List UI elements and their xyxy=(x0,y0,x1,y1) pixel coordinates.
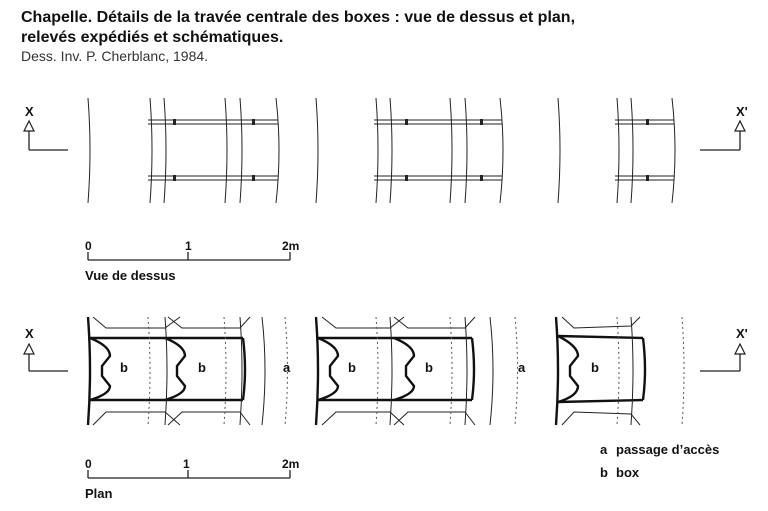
plan-cell-labels xyxy=(120,360,599,375)
plan-section-label-right: X' xyxy=(736,326,748,341)
legend-key-b: b xyxy=(600,465,608,480)
caption-title: Chapelle. Détails de la travée centrale des boxes : vue de dessus et plan, xyxy=(21,9,576,26)
plan-cell-label: b xyxy=(591,360,599,375)
plan-cell-label: b xyxy=(348,360,356,375)
plan-scale-2: 2m xyxy=(282,457,300,471)
legend-key-a: a xyxy=(600,442,608,457)
top-view-title: Vue de dessus xyxy=(85,268,176,283)
legend xyxy=(600,442,719,480)
plan-cell-label: b xyxy=(198,360,206,375)
top-scale-0: 0 xyxy=(85,239,92,253)
plan-section-mark-right xyxy=(700,326,748,371)
plan-scale-1: 1 xyxy=(183,457,190,471)
plan-cell-label: b xyxy=(120,360,128,375)
section-label-left: X xyxy=(25,104,34,119)
plan-cell-label: a xyxy=(283,360,291,375)
top-scale-1: 1 xyxy=(185,239,192,253)
plan-section-mark-left xyxy=(24,326,68,371)
plan-scale-bar xyxy=(85,457,299,478)
legend-text-a: passage d’accès xyxy=(616,442,720,457)
section-mark-right xyxy=(700,104,748,150)
top-view-drawing xyxy=(24,98,748,283)
top-scale-2: 2m xyxy=(282,239,300,253)
caption-subtitle: relevés expédiés et schématiques. xyxy=(21,29,284,46)
section-label-right: X' xyxy=(736,104,748,119)
plan-scale-0: 0 xyxy=(85,457,92,471)
plan-view-title: Plan xyxy=(85,486,113,501)
top-scale-bar xyxy=(85,239,299,260)
caption-credit: Dess. Inv. P. Cherblanc, 1984. xyxy=(21,48,209,64)
plan-view-drawing xyxy=(24,317,748,501)
plan-cell-label: a xyxy=(518,360,526,375)
plan-cell-label: b xyxy=(425,360,433,375)
plan-section-label-left: X xyxy=(25,326,34,341)
legend-text-b: box xyxy=(616,465,640,480)
section-mark-left xyxy=(24,104,68,150)
